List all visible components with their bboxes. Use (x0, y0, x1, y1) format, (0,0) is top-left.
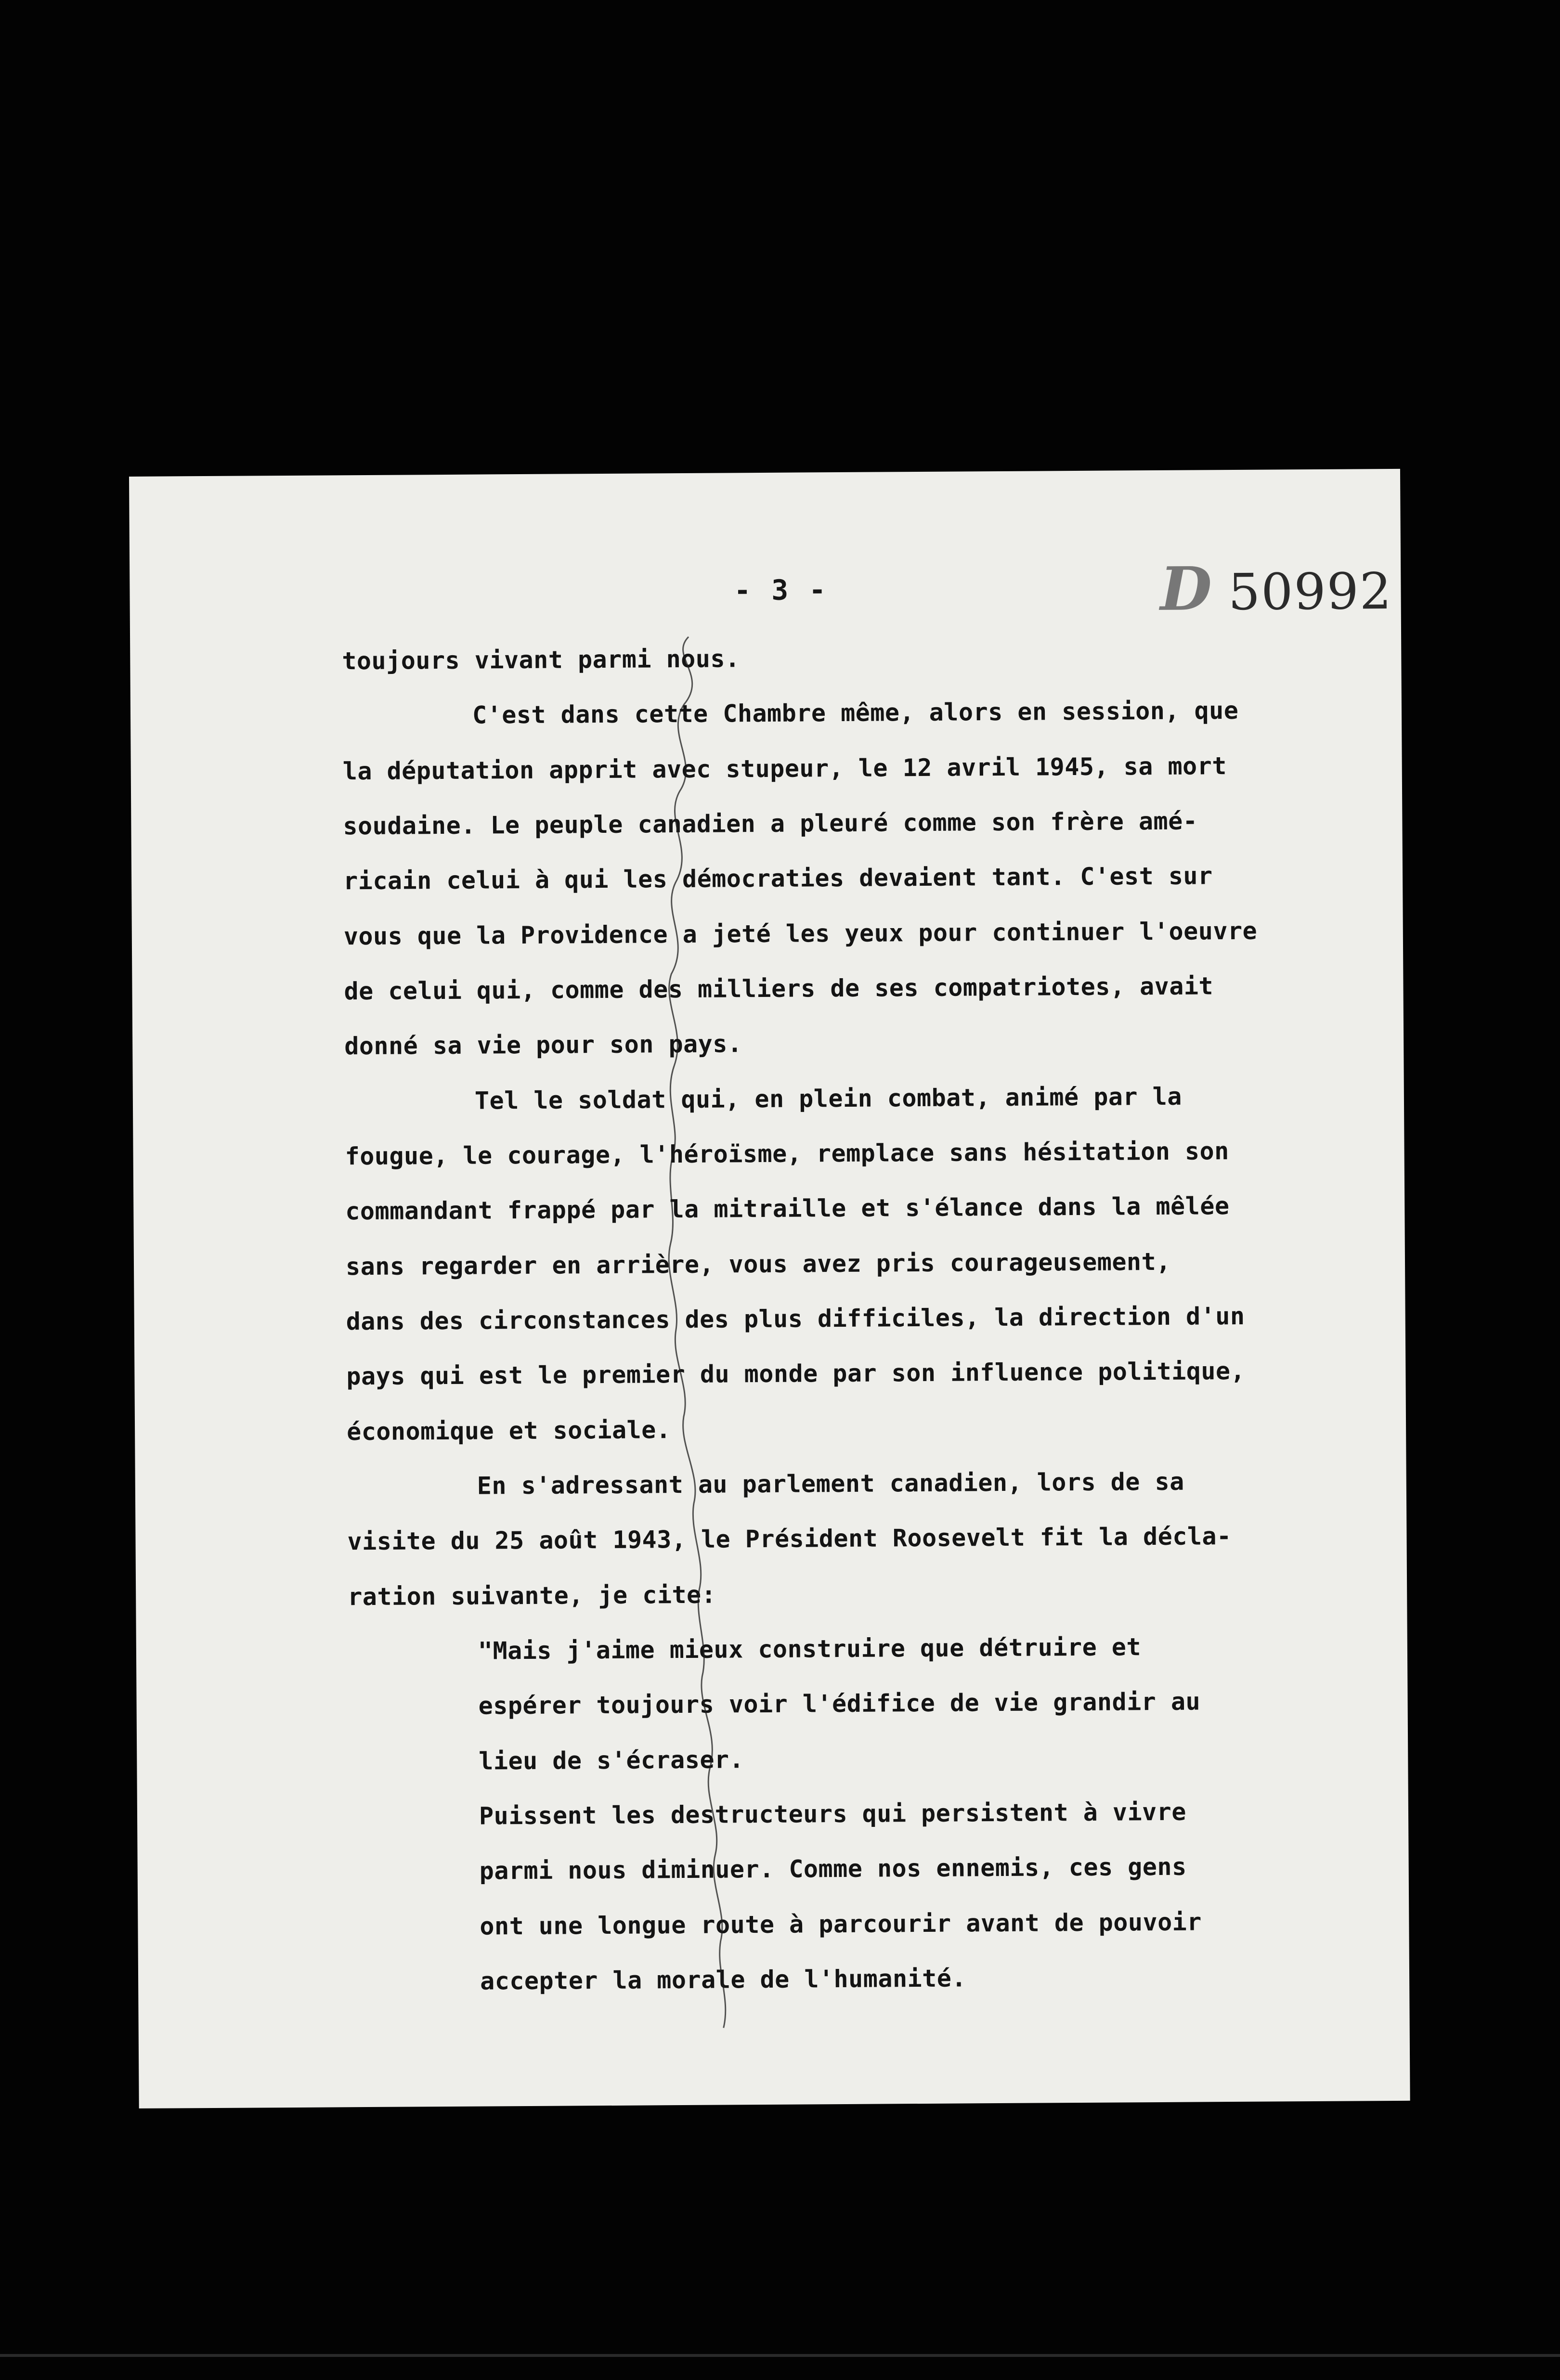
text-line: C'est dans cette Chambre même, alors en session, que (472, 696, 1239, 729)
text-line: donné sa vie pour son pays. (344, 1030, 742, 1061)
text-line: pays qui est le premier du monde par son influence politique, (346, 1357, 1246, 1391)
archive-stamp (1160, 553, 1392, 624)
text-line: ont une longue route à parcourir avant de pouvoir (480, 1908, 1202, 1940)
stamp-number: 50992 (1228, 561, 1393, 622)
film-edge-line (0, 2354, 1560, 2357)
text-line: visite du 25 août 1943, le Président Roosevelt fit la décla- (347, 1522, 1232, 1556)
text-line: ration suivante, je cite: (348, 1580, 716, 1611)
text-line: toujours vivant parmi nous. (342, 645, 740, 675)
text-line: espérer toujours voir l'édifice de vie grandir au (478, 1687, 1201, 1720)
text-line: économique et sociale. (346, 1416, 671, 1446)
stamp-letter: D (1160, 554, 1212, 624)
page-number: - 3 - (734, 573, 828, 607)
text-line: parmi nous diminuer. Comme nos ennemis, ces gens (479, 1852, 1187, 1885)
text-line: commandant frappé par la mitraille et s'élance dans la mêlée (345, 1192, 1230, 1226)
text-line: dans des circonstances des plus difficiles, la direction d'un (346, 1302, 1245, 1336)
text-line: la députation apprit avec stupeur, le 12 avril 1945, sa mort (342, 752, 1227, 786)
text-line: Puissent les destructeurs qui persistent à vivre (479, 1798, 1187, 1830)
text-line: En s'adressant au parlement canadien, lors de sa (477, 1467, 1184, 1500)
text-line: Tel le soldat qui, en plein combat, animé par la (474, 1082, 1183, 1115)
document-page (129, 469, 1410, 2108)
text-line: soudaine. Le peuple canadien a pleuré comme son frère amé- (343, 807, 1198, 841)
text-line: accepter la morale de l'humanité. (480, 1964, 967, 1995)
text-line: ricain celui à qui les démocraties devaient tant. C'est sur (343, 862, 1213, 895)
text-line: sans regarder en arrière, vous avez pris courageusement, (345, 1247, 1171, 1281)
text-line: de celui qui, comme des milliers de ses compatriotes, avait (344, 972, 1214, 1006)
text-line: "Mais j'aime mieux construire que détruire et (478, 1633, 1142, 1665)
text-line: fougue, le courage, l'héroïsme, remplace sans hésitation son (345, 1137, 1229, 1171)
text-line: lieu de s'écraser. (479, 1746, 744, 1775)
text-line: vous que la Providence a jeté les yeux pour continuer l'oeuvre (343, 917, 1258, 951)
